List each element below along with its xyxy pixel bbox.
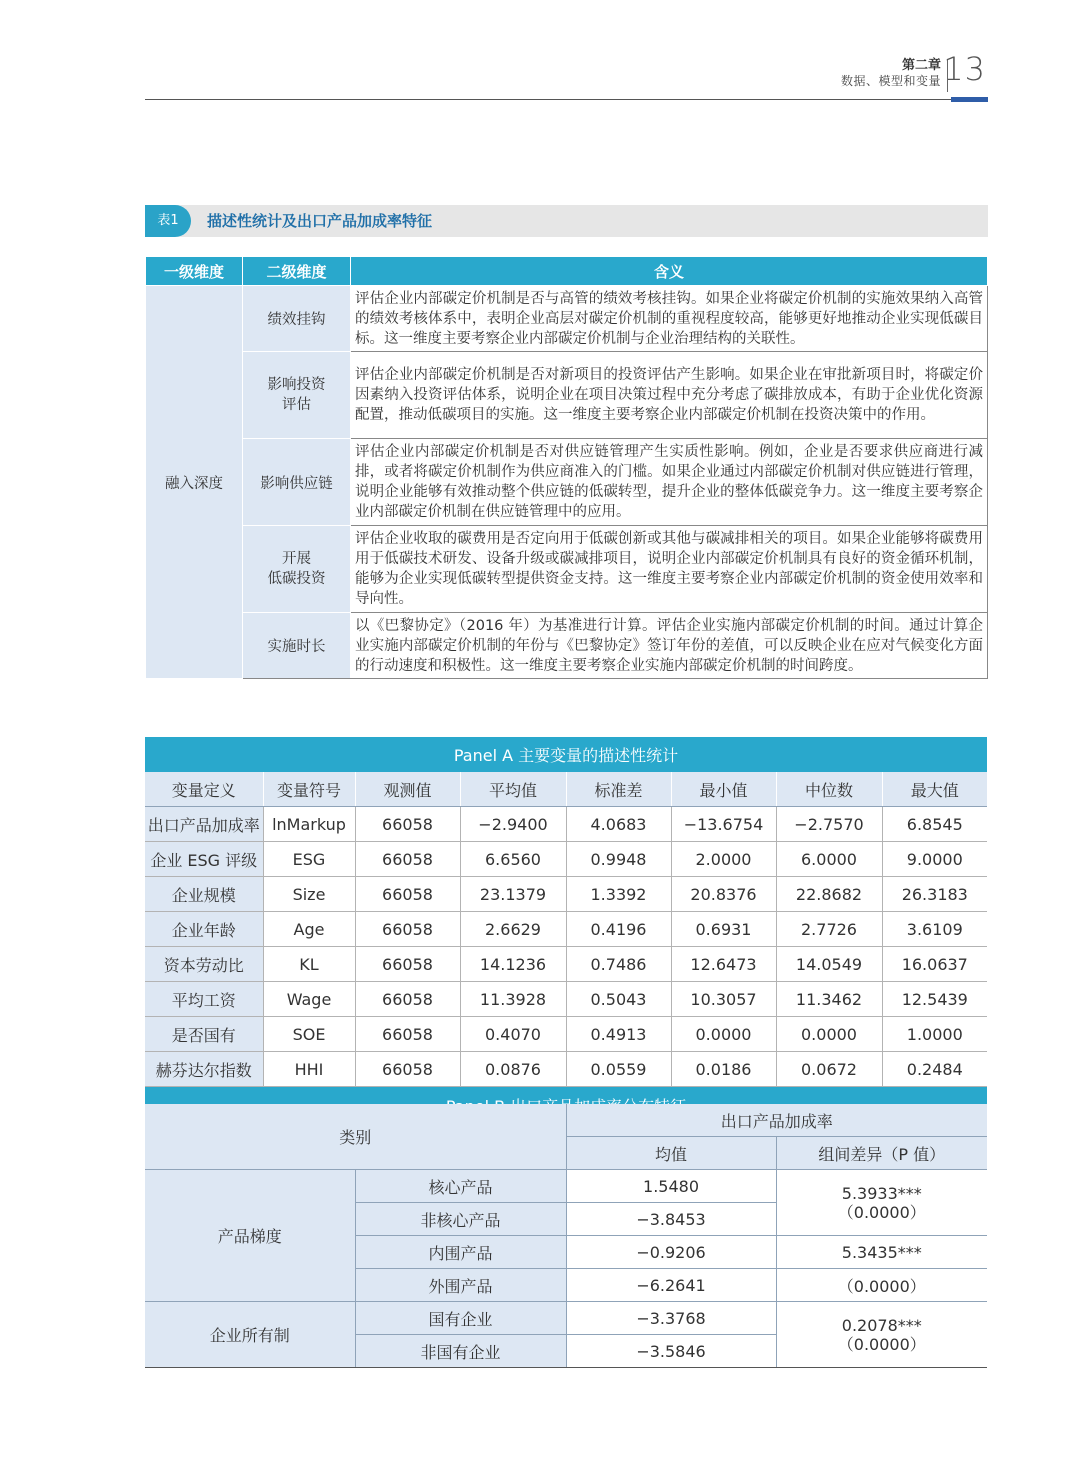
table-row	[145, 842, 987, 877]
table-cell: Size	[263, 877, 355, 912]
table-cell: SOE	[263, 1017, 355, 1052]
table-cell: 16.0637	[882, 947, 987, 982]
table-cell: −3.8453	[566, 1203, 776, 1236]
table-cell: 4.0683	[566, 807, 671, 842]
dim2-cell: 实施时长	[243, 613, 351, 679]
header-accent-bar	[951, 97, 988, 102]
table-row	[145, 947, 987, 982]
table-cell: 0.0672	[776, 1052, 882, 1087]
table-cell: −2.7570	[776, 807, 882, 842]
table-cell: 66058	[355, 912, 460, 947]
table-cell: 非核心产品	[355, 1203, 566, 1236]
page-header	[145, 52, 988, 102]
chapter-heading	[841, 58, 941, 89]
table-cell: 0.7486	[566, 947, 671, 982]
col-header: 标准差	[566, 772, 671, 807]
table-row	[145, 1302, 987, 1335]
table-cell: 20.8376	[671, 877, 776, 912]
table-cell: 6.8545	[882, 807, 987, 842]
table-cell: Age	[263, 912, 355, 947]
category-header: 类别	[145, 1104, 566, 1170]
table-cell: 6.0000	[776, 842, 882, 877]
desc-cell: 评估企业内部碳定价机制是否与高管的绩效考核挂钩。如果企业将碳定价机制的实施效果纳入高管的绩效考核体系中，表明企业高层对碳定价机制的重视程度较高，能够更好地推动企业实现低碳目标。这一维度主要考察企业内部碳定价机制与企业治理结构的关联性。	[351, 286, 988, 352]
p-value: （0.0000）	[776, 1269, 987, 1302]
table-cell: 0.4196	[566, 912, 671, 947]
header-rule	[145, 99, 988, 100]
table-row	[145, 912, 987, 947]
table-cell: 12.5439	[882, 982, 987, 1017]
col-header: 变量定义	[145, 772, 263, 807]
table-cell: −2.9400	[460, 807, 566, 842]
group-label-ownership: 企业所有制	[145, 1302, 355, 1368]
table-row	[145, 877, 987, 912]
desc-cell: 评估企业收取的碳费用是否定向用于低碳创新或其他与碳减排相关的项目。如果企业能够将碳费用用于低碳技术研发、设备升级或碳减排项目，说明企业内部碳定价机制具有良好的资金循环机制，能够为企业实现低碳转型提供资金支持。这一维度主要考察企业内部碳定价机制的资金使用效率和导向性。	[351, 526, 988, 613]
p-value: （0.0000）	[837, 1334, 926, 1354]
dim2-cell: 影响供应链	[243, 439, 351, 526]
table-cell: 6.6560	[460, 842, 566, 877]
group-label-product: 产品梯度	[145, 1170, 355, 1302]
diff-value: 5.3435***	[776, 1236, 987, 1269]
col-header: 平均值	[460, 772, 566, 807]
desc-cell: 以《巴黎协定》（2016 年）为基准进行计算。评估企业实施内部碳定价机制的时间。通过计算企业实施内部碳定价机制的年份与《巴黎协定》签订年份的差值，可以反映企业在应对气候变化方面的行动速度和积极性。这一维度主要考察企业实施内部碳定价机制的时间跨度。	[351, 613, 988, 679]
table-cell: lnMarkup	[263, 807, 355, 842]
table-cell: 赫芬达尔指数	[145, 1052, 263, 1087]
chapter-number: 第二章	[901, 58, 941, 73]
col-header: 最大值	[882, 772, 987, 807]
header-meaning: 含义	[351, 257, 988, 286]
table-cell: 66058	[355, 1052, 460, 1087]
desc-cell: 评估企业内部碳定价机制是否对新项目的投资评估产生影响。如果企业在审批新项目时，将碳定价因素纳入投资评估体系，说明企业在项目决策过程中充分考虑了碳排放成本，有助于企业优化资源配置，推动低碳项目的实施。这一维度主要考察企业内部碳定价机制在投资决策中的作用。	[351, 352, 988, 439]
table-cell: −6.2641	[566, 1269, 776, 1302]
dimension-table-header	[146, 257, 988, 286]
table-cell: −13.6754	[671, 807, 776, 842]
header-dim1: 一级维度	[146, 257, 243, 286]
table-row	[146, 352, 988, 439]
table-cell: 企业年龄	[145, 912, 263, 947]
header-dim2: 二级维度	[243, 257, 351, 286]
table-row	[145, 807, 987, 842]
table-cell: 0.6931	[671, 912, 776, 947]
panel-a-title: Panel A 主要变量的描述性统计	[145, 737, 987, 772]
panel-b-table	[145, 1104, 987, 1368]
table-cell: 0.5043	[566, 982, 671, 1017]
table-row	[145, 1017, 987, 1052]
table-cell: 0.0186	[671, 1052, 776, 1087]
table-cell: 国有企业	[355, 1302, 566, 1335]
table-cell: 内围产品	[355, 1236, 566, 1269]
table-cell: −3.5846	[566, 1335, 776, 1368]
table-cell: 66058	[355, 1017, 460, 1052]
diff-cell	[776, 1302, 987, 1368]
desc-cell: 评估企业内部碳定价机制是否对供应链管理产生实质性影响。例如，企业是否要求供应商进行减排，或者将碳定价机制作为供应商准入的门槛。如果企业通过内部碳定价机制对供应链进行管理，说明企业能够有效推动整个供应链的低碳转型，提升企业的整体低碳竞争力。这一维度主要考察企业内部碳定价机制在供应链管理中的应用。	[351, 439, 988, 526]
table-tag: 表1	[145, 205, 191, 237]
table-cell: 1.0000	[882, 1017, 987, 1052]
table-cell: 66058	[355, 947, 460, 982]
table-row	[146, 439, 988, 526]
dim2-cell: 开展 低碳投资	[243, 526, 351, 613]
table-row	[146, 526, 988, 613]
diff-cell	[776, 1170, 987, 1236]
table-cell: 0.0000	[776, 1017, 882, 1052]
table-cell: 出口产品加成率	[145, 807, 263, 842]
group-header: 出口产品加成率	[566, 1104, 987, 1137]
table-cell: 非国有企业	[355, 1335, 566, 1368]
mean-header: 均值	[566, 1137, 776, 1170]
p-value: （0.0000）	[837, 1202, 926, 1222]
table-cell: 企业 ESG 评级	[145, 842, 263, 877]
table-cell: 是否国有	[145, 1017, 263, 1052]
table-title: 描述性统计及出口产品加成率特征	[207, 212, 433, 230]
table-cell: ESG	[263, 842, 355, 877]
table-cell: 资本劳动比	[145, 947, 263, 982]
col-header: 最小值	[671, 772, 776, 807]
table-cell: 66058	[355, 877, 460, 912]
table-cell: 0.2484	[882, 1052, 987, 1087]
table-row	[146, 613, 988, 679]
diff-value: 0.2078***	[841, 1315, 922, 1335]
panel-a-header	[145, 772, 987, 807]
table-cell: 1.5480	[566, 1170, 776, 1203]
table-cell: 66058	[355, 807, 460, 842]
table-cell: 22.8682	[776, 877, 882, 912]
dim2-cell: 绩效挂钩	[243, 286, 351, 352]
table-cell: HHI	[263, 1052, 355, 1087]
table-cell: −0.9206	[566, 1236, 776, 1269]
table-row	[145, 1170, 987, 1203]
table-row	[145, 1052, 987, 1087]
table-cell: 10.3057	[671, 982, 776, 1017]
table-cell: 外围产品	[355, 1269, 566, 1302]
table-cell: 26.3183	[882, 877, 987, 912]
diff-header: 组间差异（P 值）	[776, 1137, 987, 1170]
table-cell: 66058	[355, 842, 460, 877]
table-cell: 3.6109	[882, 912, 987, 947]
diff-value: 5.3933***	[841, 1183, 922, 1203]
panel-a-table	[145, 737, 987, 1123]
table-cell: 0.0000	[671, 1017, 776, 1052]
table-row	[145, 982, 987, 1017]
table-cell: 66058	[355, 982, 460, 1017]
chapter-title: 数据、模型和变量	[840, 74, 941, 88]
table-caption	[145, 205, 988, 237]
table-row	[146, 286, 988, 352]
table-cell: 12.6473	[671, 947, 776, 982]
table-cell: 0.4913	[566, 1017, 671, 1052]
table-cell: Wage	[263, 982, 355, 1017]
table-cell: 企业规模	[145, 877, 263, 912]
table-cell: 2.6629	[460, 912, 566, 947]
table-cell: KL	[263, 947, 355, 982]
table-cell: 1.3392	[566, 877, 671, 912]
dimension-table	[145, 256, 988, 679]
page-number: 13	[943, 50, 986, 88]
table-cell: 0.0876	[460, 1052, 566, 1087]
dim1-cell: 融入深度	[146, 286, 243, 679]
table-cell: 2.7726	[776, 912, 882, 947]
table-cell: 9.0000	[882, 842, 987, 877]
dim2-cell: 影响投资 评估	[243, 352, 351, 439]
table-cell: −3.3768	[566, 1302, 776, 1335]
table-cell: 核心产品	[355, 1170, 566, 1203]
table-cell: 11.3462	[776, 982, 882, 1017]
col-header: 变量符号	[263, 772, 355, 807]
table-cell: 0.0559	[566, 1052, 671, 1087]
table-cell: 14.0549	[776, 947, 882, 982]
table-cell: 14.1236	[460, 947, 566, 982]
table-cell: 23.1379	[460, 877, 566, 912]
col-header: 观测值	[355, 772, 460, 807]
table-cell: 2.0000	[671, 842, 776, 877]
table-cell: 11.3928	[460, 982, 566, 1017]
table-cell: 0.9948	[566, 842, 671, 877]
table-cell: 平均工资	[145, 982, 263, 1017]
table-cell: 0.4070	[460, 1017, 566, 1052]
col-header: 中位数	[776, 772, 882, 807]
